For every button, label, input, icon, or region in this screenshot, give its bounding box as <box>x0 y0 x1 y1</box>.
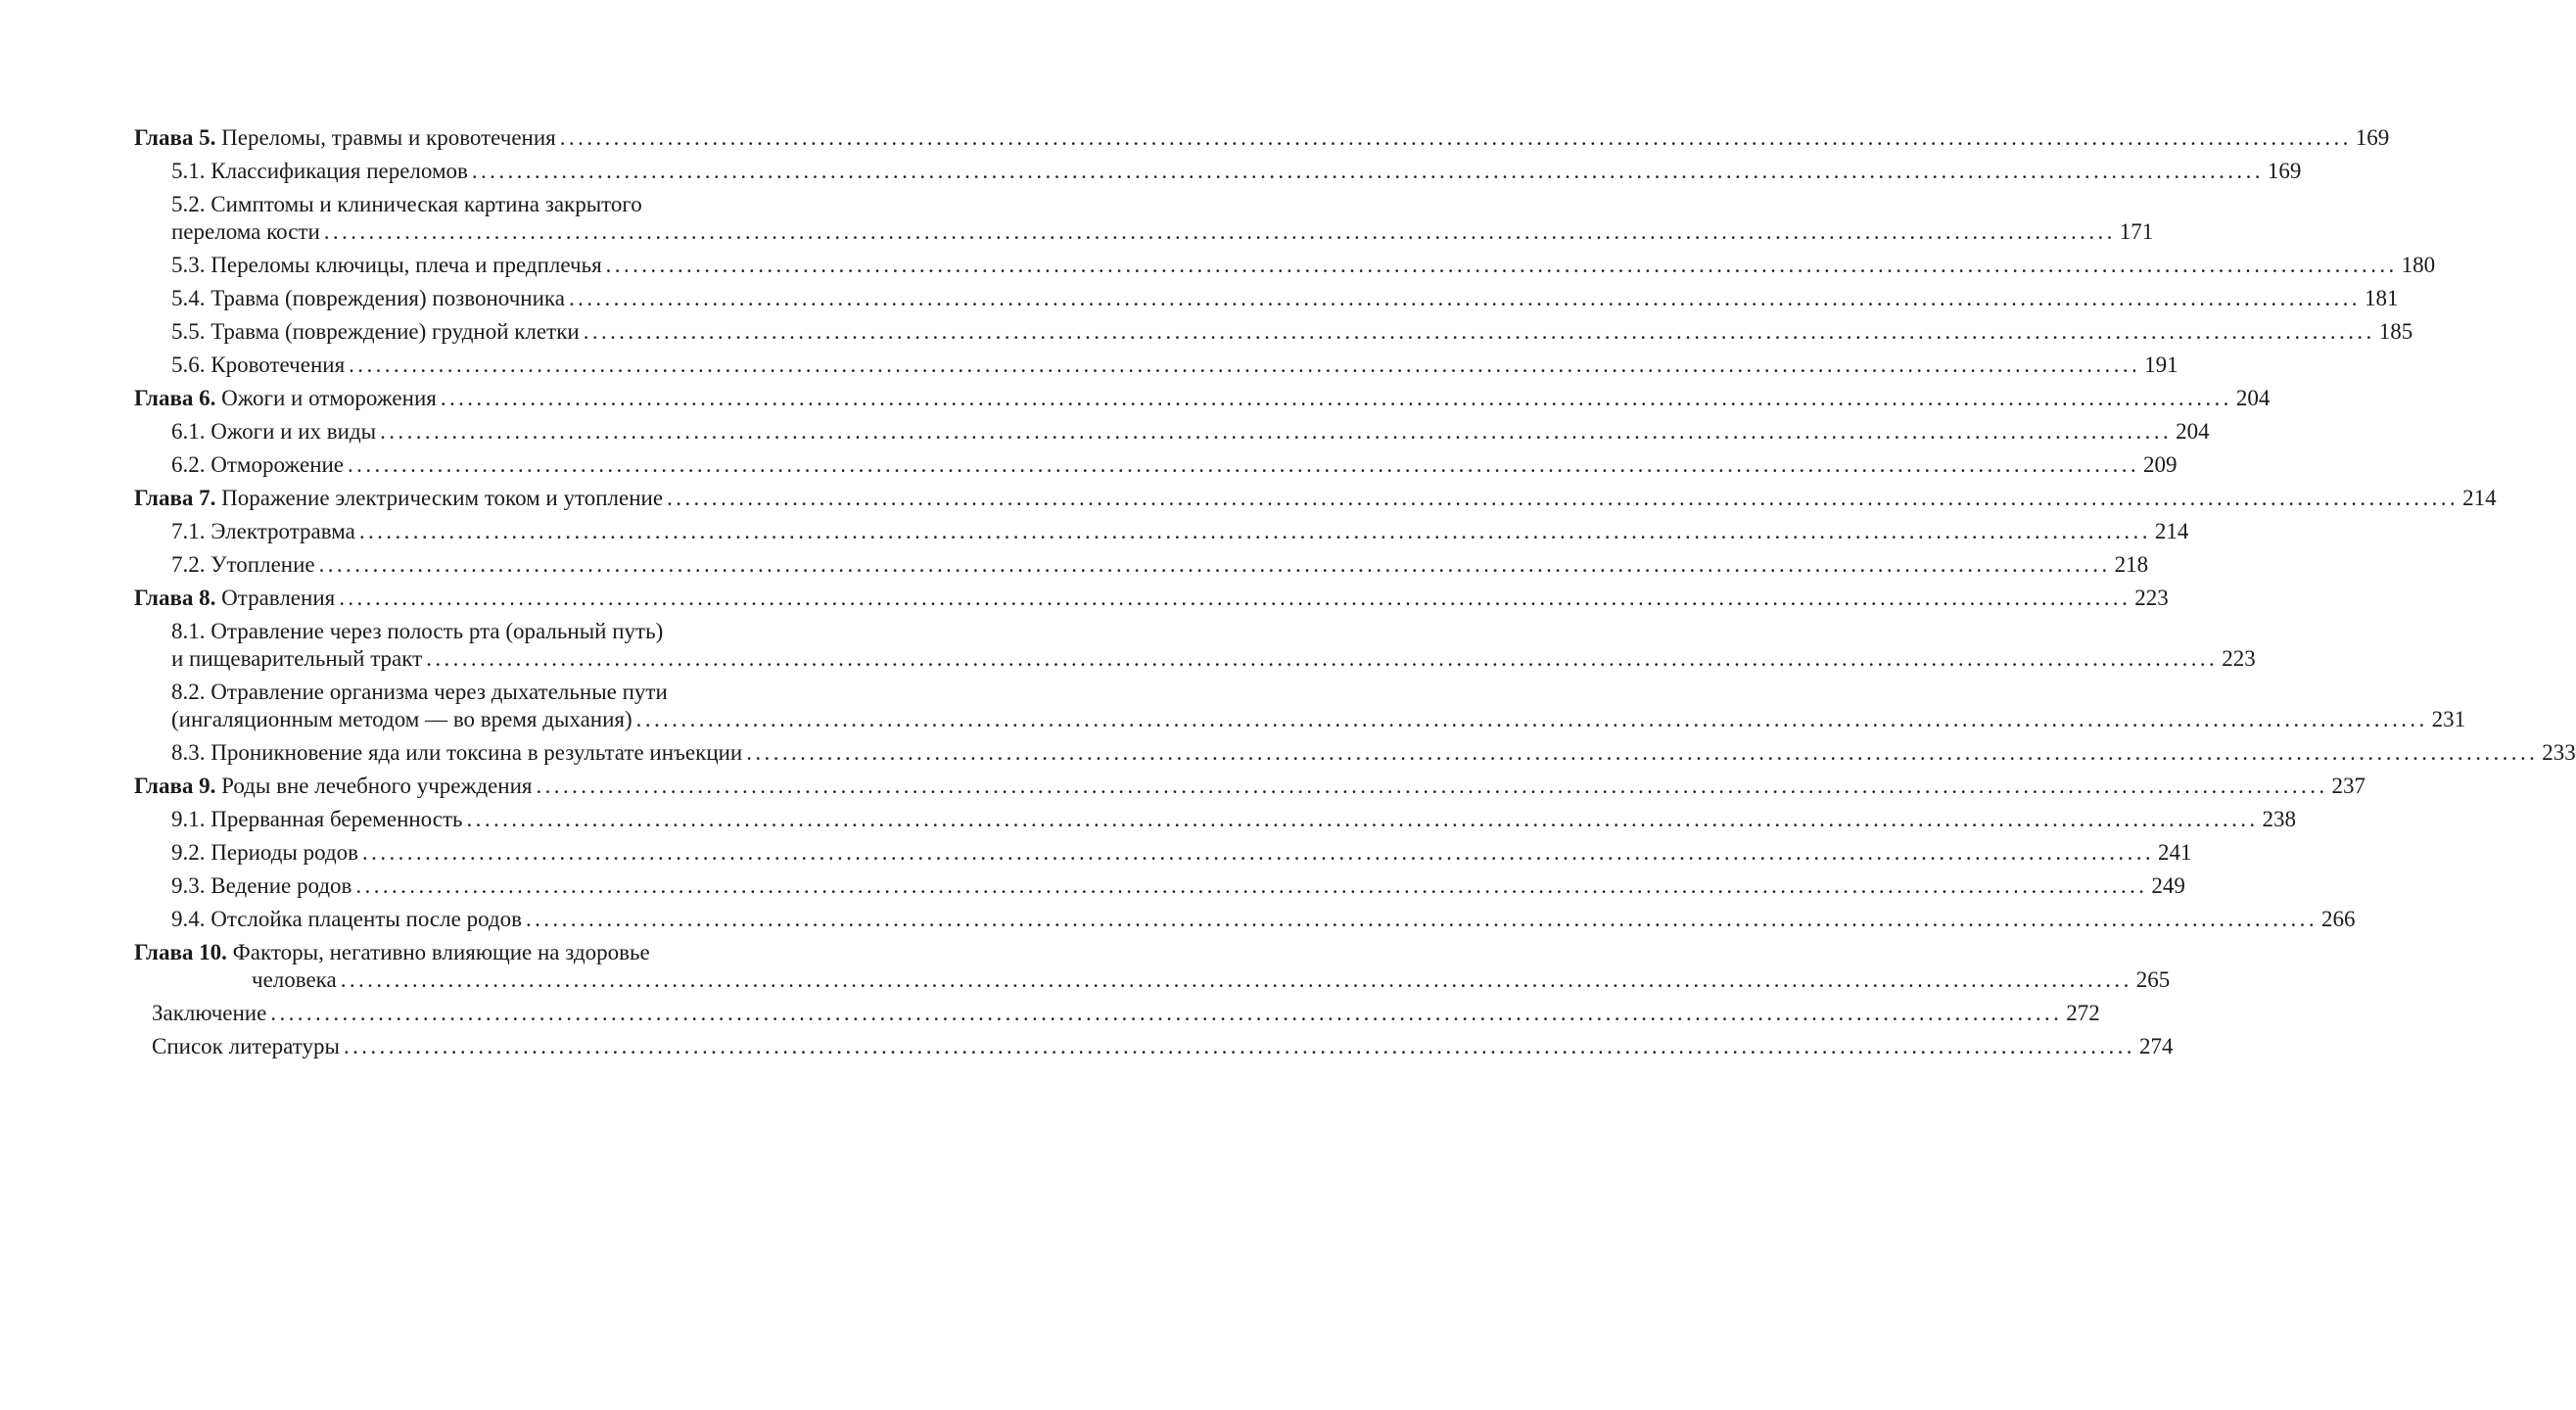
page-number: 214 <box>2462 486 2497 510</box>
toc-entry-title <box>134 485 663 512</box>
page-number: 265 <box>2135 967 2171 992</box>
page-number: 171 <box>2119 219 2154 244</box>
chapter-label: Глава 6. <box>134 386 216 410</box>
toc-chapter-entry[interactable] <box>134 485 2497 512</box>
page-number: 214 <box>2154 519 2189 543</box>
toc-section-entry[interactable] <box>134 352 2178 379</box>
toc-entry-body <box>171 872 2185 900</box>
toc-entry-body <box>171 906 2356 933</box>
toc-section-entry[interactable] <box>134 806 2297 833</box>
toc-entry-last-line <box>171 158 2302 185</box>
toc-entry-body <box>171 352 2178 379</box>
toc-entry-body <box>134 124 2390 152</box>
toc-entry-title-start: 8.1. Отравление через полость рта (оральный путь) <box>171 619 664 643</box>
toc-entry-body <box>134 773 2365 800</box>
toc-entry-first-line <box>171 618 886 645</box>
toc-section-entry[interactable] <box>134 739 2576 767</box>
toc-entry-last-line <box>171 218 2154 246</box>
toc-entry-body <box>152 1000 2100 1027</box>
toc-section-entry[interactable] <box>134 518 2189 545</box>
toc-entry-last-line <box>171 451 2178 479</box>
dot-leader: ........................................................................................................................................................................................................ <box>339 586 2131 610</box>
toc-entry-title: 9.4. Отслойка плаценты после родов <box>171 907 522 931</box>
toc-entry-body <box>171 806 2297 833</box>
toc-entry-last-line <box>171 285 2399 312</box>
toc-entry-title: 5.4. Травма (повреждения) позвоночника <box>171 286 565 310</box>
page-number: 169 <box>2267 159 2302 183</box>
dot-leader: ........................................................................................................................................................................................................ <box>536 774 2328 798</box>
toc-entry-body <box>134 385 2271 412</box>
toc-entry-title: 5.5. Травма (повреждение) грудной клетки <box>171 319 580 344</box>
toc-back-matter <box>134 1000 2174 1060</box>
toc-entry-title: 7.2. Утопление <box>171 552 315 577</box>
page-number: 181 <box>2364 286 2399 310</box>
toc-section-entry[interactable] <box>134 451 2178 479</box>
toc-chapter-entry[interactable] <box>134 939 2171 994</box>
toc-entry-title: 5.6. Кровотечения <box>171 352 346 377</box>
toc-entry-body <box>171 451 2178 479</box>
toc-section-entry[interactable] <box>134 839 2192 867</box>
toc-entry-title: 7.1. Электротравма <box>171 519 355 543</box>
toc-entry-title-start: 5.2. Симптомы и клиническая картина закрытого <box>171 192 642 216</box>
toc-chapter-entry[interactable] <box>134 385 2271 412</box>
toc-chapter-block <box>134 773 2365 933</box>
toc-entry-title: Заключение <box>152 1001 267 1025</box>
toc-entry-body <box>171 518 2189 545</box>
toc-entry-last-line <box>171 706 2466 733</box>
page-number: 191 <box>2144 352 2178 377</box>
chapter-label: Глава 10. <box>134 940 227 964</box>
dot-leader: ........................................................................................................................................................................................................ <box>635 707 2428 731</box>
dot-leader: ........................................................................................................................................................................................................ <box>667 486 2459 510</box>
toc-section-entry[interactable] <box>134 551 2149 579</box>
toc-entry-title: 9.1. Прерванная беременность <box>171 807 463 831</box>
toc-chapter-block <box>134 939 2171 994</box>
toc-entry-body <box>171 839 2192 867</box>
chapter-title: Ожоги и отморожения <box>221 386 437 410</box>
toc-entry-body <box>171 551 2149 579</box>
toc-section-entry[interactable] <box>134 872 2185 900</box>
page-number: 274 <box>2138 1034 2174 1058</box>
toc-entry-last-line <box>171 252 2436 279</box>
page-number: 185 <box>2378 319 2413 344</box>
toc-entry-title: Список литературы <box>152 1034 340 1058</box>
toc-entry-last-line <box>171 906 2356 933</box>
dot-leader: ........................................................................................................................................................................................................ <box>362 840 2155 865</box>
toc-chapter-block <box>134 385 2271 479</box>
dot-leader: ........................................................................................................................................................................................................ <box>440 386 2232 410</box>
dot-leader: ........................................................................................................................................................................................................ <box>568 286 2361 310</box>
toc-entry-body <box>171 618 2256 673</box>
toc-entry-last-line <box>171 872 2185 900</box>
page-number: 238 <box>2262 807 2297 831</box>
dot-leader: ........................................................................................................................................................................................................ <box>525 907 2318 931</box>
toc-entry-last-line <box>134 485 2497 512</box>
toc-section-entry[interactable] <box>134 618 2256 673</box>
page-number: 266 <box>2320 907 2356 931</box>
toc-entry-body <box>171 679 2466 733</box>
toc-entry-last-line <box>171 318 2413 346</box>
dot-leader: ........................................................................................................................................................................................................ <box>343 1034 2135 1058</box>
chapter-title: Поражение электрическим током и утопление <box>221 486 664 510</box>
dot-leader: ........................................................................................................................................................................................................ <box>426 646 2219 671</box>
toc-entry-title: перелома кости <box>171 219 320 244</box>
page-number: 218 <box>2114 552 2149 577</box>
page-number: 233 <box>2542 740 2576 765</box>
dot-leader: ........................................................................................................................................................................................................ <box>318 552 2111 577</box>
dot-leader: ........................................................................................................................................................................................................ <box>605 253 2398 277</box>
dot-leader: ........................................................................................................................................................................................................ <box>466 807 2259 831</box>
dot-leader: ........................................................................................................................................................................................................ <box>349 352 2141 377</box>
dot-leader: ........................................................................................................................................................................................................ <box>358 519 2151 543</box>
toc-chapter-block <box>134 124 2436 379</box>
toc-entry-title: и пищеварительный тракт <box>171 646 423 671</box>
toc-entry-body <box>171 318 2413 346</box>
toc-section-entry[interactable] <box>134 285 2399 312</box>
toc-entry-body <box>171 158 2302 185</box>
toc-entry-title: 6.1. Ожоги и их виды <box>171 419 377 444</box>
toc-entry-title <box>134 385 437 412</box>
toc-entry-title: 5.1. Классификация переломов <box>171 159 468 183</box>
toc-entry-first-line <box>171 679 886 706</box>
toc-entry-title <box>134 585 335 612</box>
toc-entry-last-line <box>152 1033 2174 1060</box>
page-number: 249 <box>2151 873 2185 898</box>
toc-entry-last-line <box>134 124 2390 152</box>
toc-entry-body <box>171 739 2576 767</box>
toc-entry-last-line <box>171 806 2297 833</box>
chapter-label: Глава 7. <box>134 486 216 510</box>
toc-section-entry[interactable] <box>134 158 2302 185</box>
toc-entry-title: 8.3. Проникновение яда или токсина в результате инъекции <box>171 740 743 765</box>
toc-entry-body <box>171 252 2436 279</box>
toc-chapter-entry[interactable] <box>134 124 2390 152</box>
chapter-title: Роды вне лечебного учреждения <box>221 774 533 798</box>
dot-leader: ........................................................................................................................................................................................................ <box>471 159 2264 183</box>
toc-entry-title <box>134 124 556 152</box>
toc-entry-title: 9.2. Периоды родов <box>171 840 359 865</box>
chapter-label: Глава 9. <box>134 774 216 798</box>
page-number: 237 <box>2331 774 2365 798</box>
toc-entry-title: (ингаляционным методом — во время дыхания) <box>171 707 632 731</box>
toc-entry-last-line <box>171 352 2178 379</box>
toc-entry-title: 9.3. Ведение родов <box>171 873 352 898</box>
page-number: 204 <box>2235 386 2271 410</box>
toc-entry-last-line <box>171 418 2210 446</box>
chapter-label: Глава 5. <box>134 125 216 150</box>
page-number: 241 <box>2158 840 2192 865</box>
dot-leader: ........................................................................................................................................................................................................ <box>270 1001 2063 1025</box>
toc-entry-title-start: 8.2. Отравление организма через дыхательные пути <box>171 680 668 704</box>
dot-leader: ........................................................................................................................................................................................................ <box>583 319 2375 344</box>
dot-leader: ........................................................................................................................................................................................................ <box>746 740 2539 765</box>
toc-entry-last-line <box>134 585 2169 612</box>
toc-entry-last-line <box>171 739 2576 767</box>
chapter-title: Переломы, травмы и кровотечения <box>221 125 556 150</box>
toc-entry-last-line <box>152 1000 2100 1027</box>
page-number: 272 <box>2066 1001 2100 1025</box>
toc-entry-body <box>152 1033 2174 1060</box>
toc-backmatter-entry[interactable] <box>134 1000 2100 1027</box>
toc-entry-last-line <box>134 773 2365 800</box>
page-number: 204 <box>2176 419 2210 444</box>
toc-entry-title <box>134 773 533 800</box>
dot-leader: ........................................................................................................................................................................................................ <box>355 873 2148 898</box>
toc-entry-last-line <box>171 839 2192 867</box>
toc-entry-last-line <box>171 551 2149 579</box>
dot-leader: ........................................................................................................................................................................................................ <box>559 125 2352 150</box>
toc-entry-body <box>134 939 2171 994</box>
page-number: 180 <box>2401 253 2436 277</box>
dot-leader: ........................................................................................................................................................................................................ <box>340 967 2132 992</box>
toc-backmatter-entry[interactable] <box>134 1033 2174 1060</box>
chapter-label: Глава 8. <box>134 586 216 610</box>
toc-entry-body <box>171 285 2399 312</box>
table-of-contents <box>134 124 2576 1066</box>
toc-entry-title-start: Факторы, негативно влияющие на здоровье <box>232 940 650 964</box>
page-number: 169 <box>2355 125 2390 150</box>
toc-entry-last-line <box>171 518 2189 545</box>
chapter-title: Отравления <box>221 586 336 610</box>
toc-entry-title: 5.3. Переломы ключицы, плеча и предплечья <box>171 253 602 277</box>
toc-entry-title: 6.2. Отморожение <box>171 452 345 477</box>
toc-chapter-entry[interactable] <box>134 585 2169 612</box>
toc-section-entry[interactable] <box>134 418 2210 446</box>
toc-entry-title: человека <box>252 967 337 992</box>
toc-chapter-block <box>134 585 2576 767</box>
dot-leader: ........................................................................................................................................................................................................ <box>323 219 2116 244</box>
dot-leader: ........................................................................................................................................................................................................ <box>380 419 2173 444</box>
toc-section-entry[interactable] <box>134 252 2436 279</box>
toc-section-entry[interactable] <box>134 191 2154 246</box>
toc-chapter-block <box>134 485 2497 579</box>
page-number: 209 <box>2143 452 2178 477</box>
toc-entry-body <box>134 585 2169 612</box>
toc-entry-body <box>134 485 2497 512</box>
toc-entry-body <box>171 418 2210 446</box>
page-number: 223 <box>2134 586 2169 610</box>
toc-section-entry[interactable] <box>134 318 2413 346</box>
toc-entry-last-line <box>171 645 2256 673</box>
toc-section-entry[interactable] <box>134 906 2356 933</box>
toc-section-entry[interactable] <box>134 679 2466 733</box>
page-number: 223 <box>2222 646 2256 671</box>
toc-entry-last-line <box>134 385 2271 412</box>
toc-entry-first-line <box>171 191 886 218</box>
toc-entry-body <box>171 191 2154 246</box>
dot-leader: ........................................................................................................................................................................................................ <box>348 452 2140 477</box>
toc-entry-first-line <box>134 939 886 966</box>
toc-entry-last-line <box>134 966 2171 994</box>
toc-chapter-entry[interactable] <box>134 773 2365 800</box>
page-number: 231 <box>2431 707 2466 731</box>
